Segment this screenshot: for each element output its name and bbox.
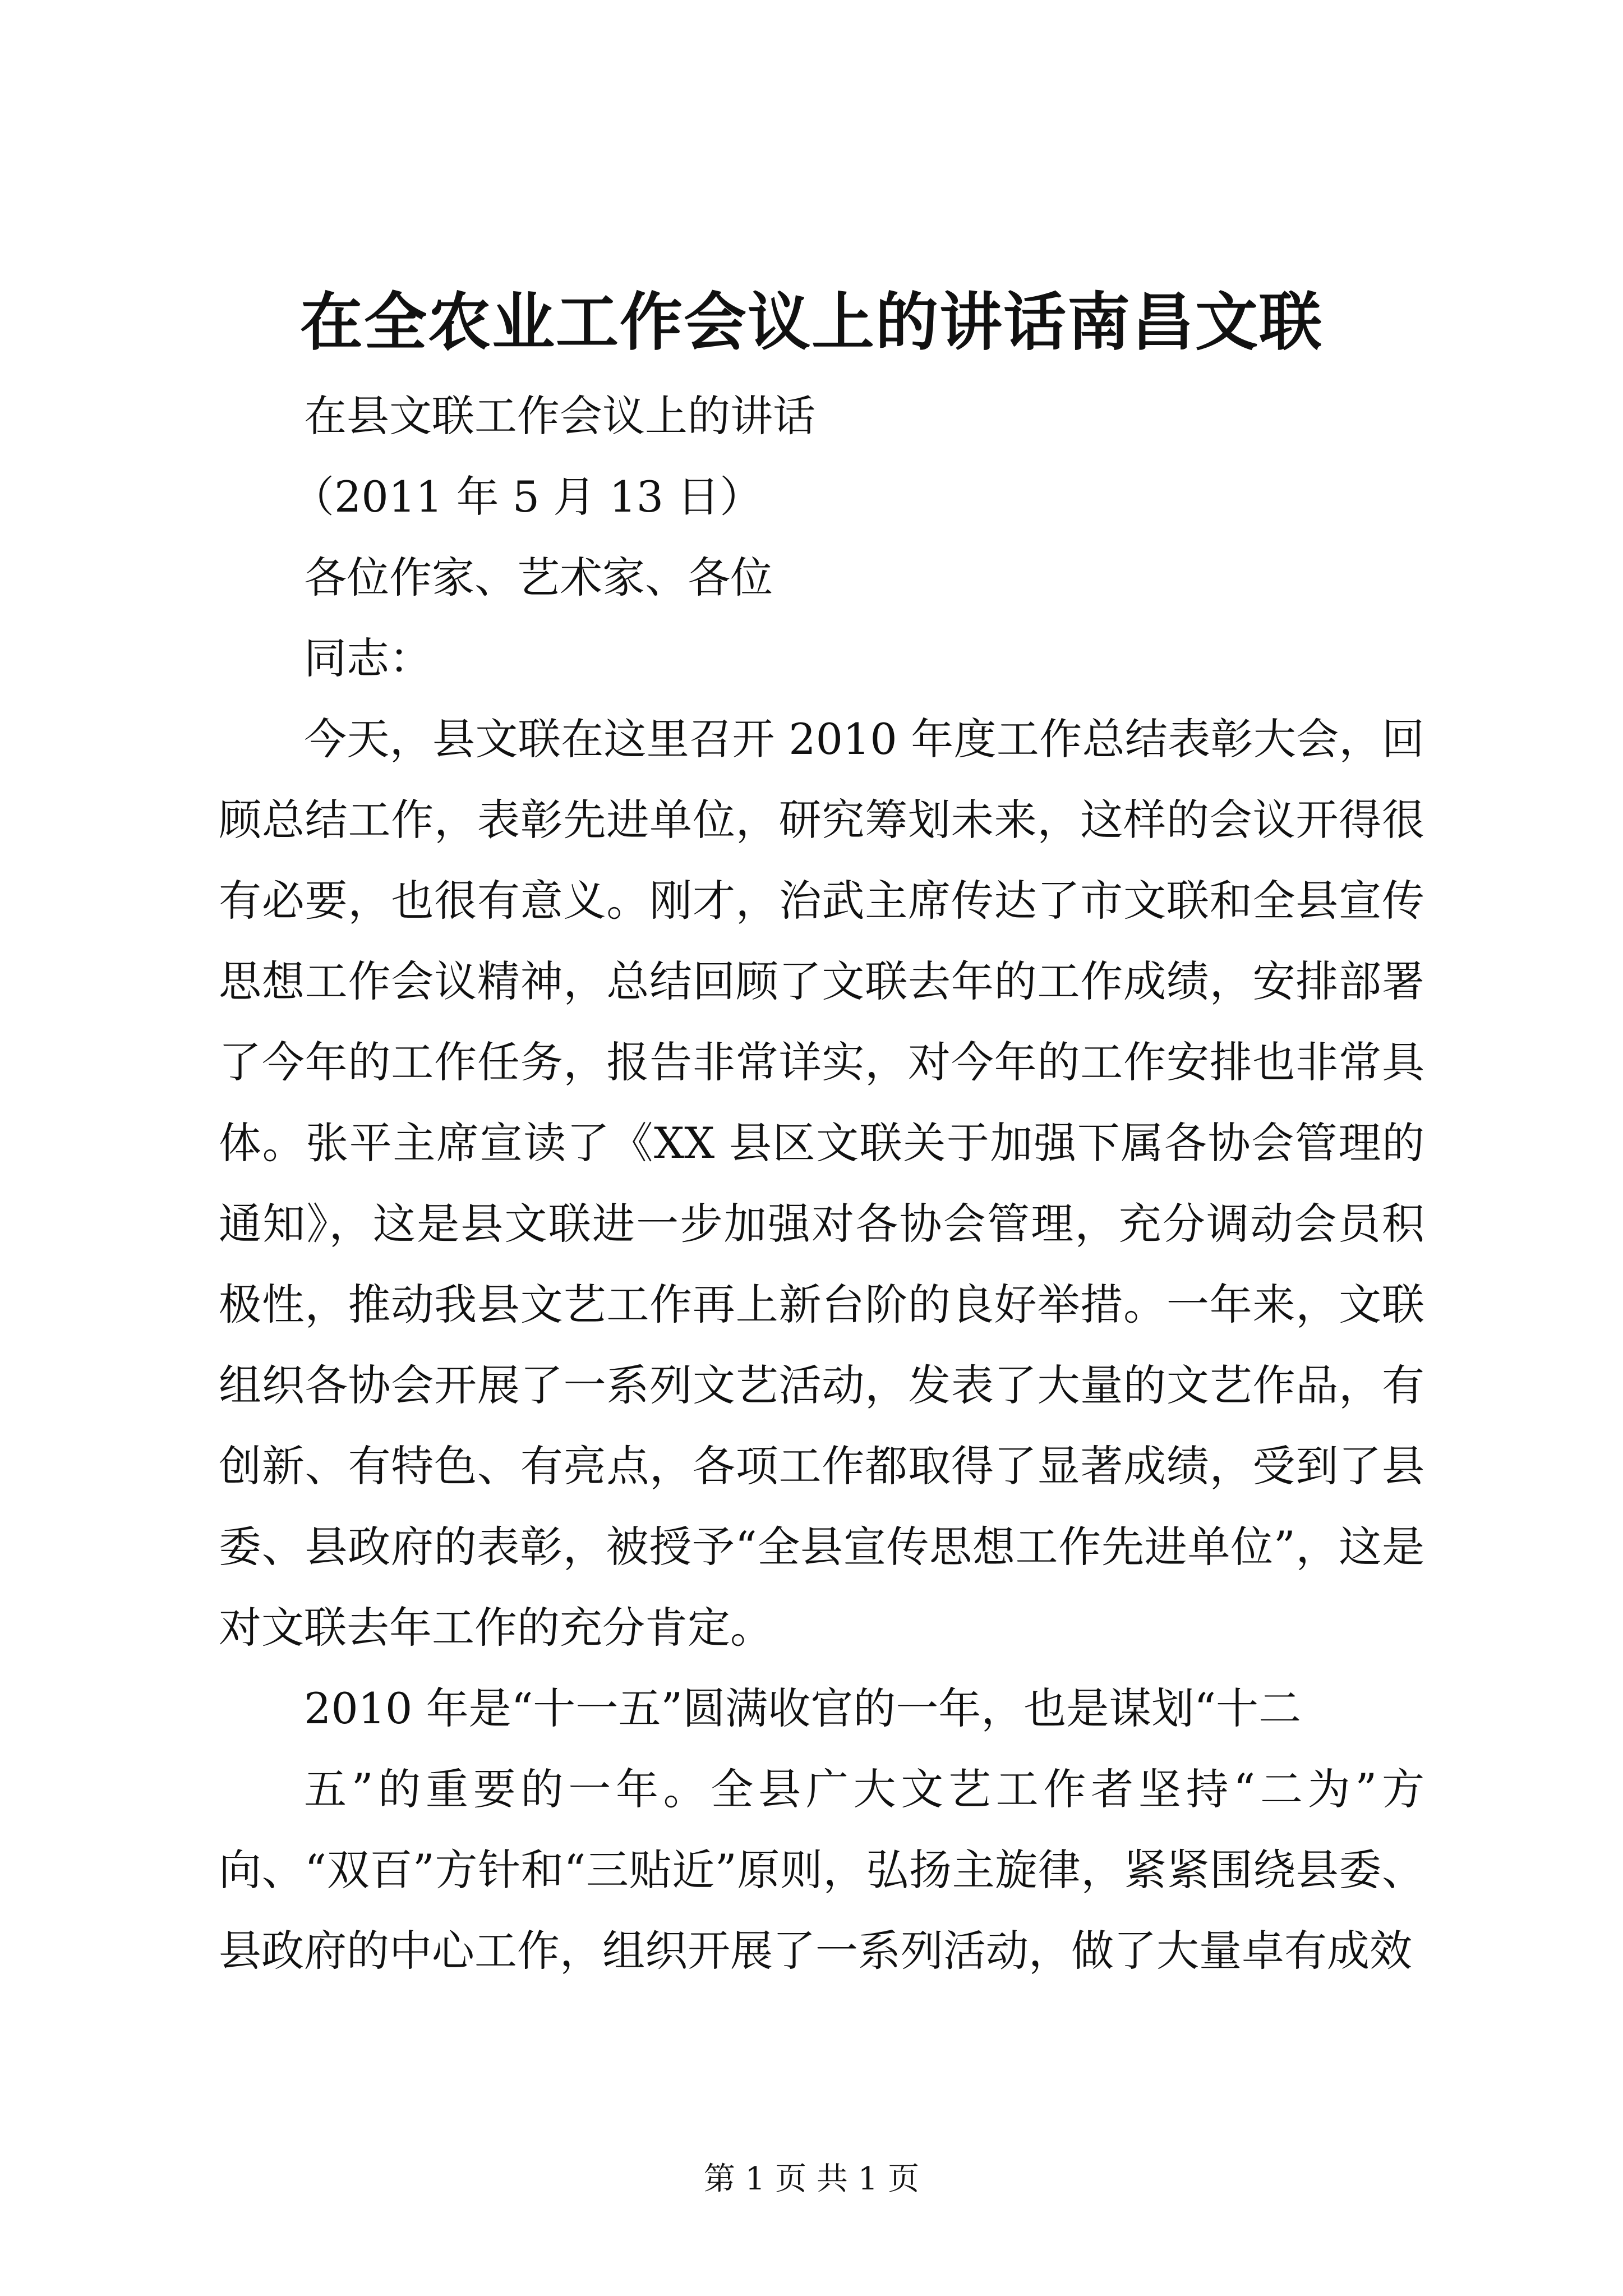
speech-date: （2011 年 5 月 13 日）	[292, 472, 763, 522]
salutation-line-1: 各位作家、艺术家、各位	[304, 553, 773, 602]
document-body	[219, 376, 1424, 1991]
salutation-line-2: 同志：	[304, 633, 432, 683]
body-paragraph-1: 今天，县文联在这里召开 2010 年度工作总结表彰大会，回顾总结工作，表彰先进单位，研究筹划未来，这样的会议开得很有必要，也很有意义。刚才，治武主席传达了市文联和全县宣传思想工作会议精神，总结回顾了文联去年的工作成绩，安排部署了今年的工作任务，报告非常详实，对今年的工作安排也非常具体。张平主席宣读了《XX 县区文联关于加强下属各协会管理的通知》，这是县文联进一步加强对各协会管理，充分调动会员积极性，推动我县文艺工作再上新台阶的良好举措。一年来，文联组织各协会开展了一系列文艺活动，发表了大量的文艺作品，有创新、有特色、有亮点，各项工作都取得了显著成绩，受到了县委、县政府的表彰，被授予“全县宣传思想工作先进单位”，这是对文联去年工作的充分肯定。	[219, 714, 1424, 1653]
speech-subtitle: 在县文联工作会议上的讲话	[304, 391, 815, 441]
body-paragraph-3: 五”的重要的一年。全县广大文艺工作者坚持“二为”方向、“双百”方针和“三贴近”原则，弘扬主旋律，紧紧围绕县委、县政府的中心工作，组织开展了一系列活动，做了大量卓有成效	[219, 1764, 1424, 1976]
document-title: 在全农业工作会议上的讲话南昌文联	[300, 286, 1323, 359]
body-paragraph-2-line: 2010 年是“十一五”圆满收官的一年，也是谋划“十二	[304, 1683, 1302, 1733]
page-number-footer: 第 1 页 共 1 页	[703, 2161, 920, 2197]
